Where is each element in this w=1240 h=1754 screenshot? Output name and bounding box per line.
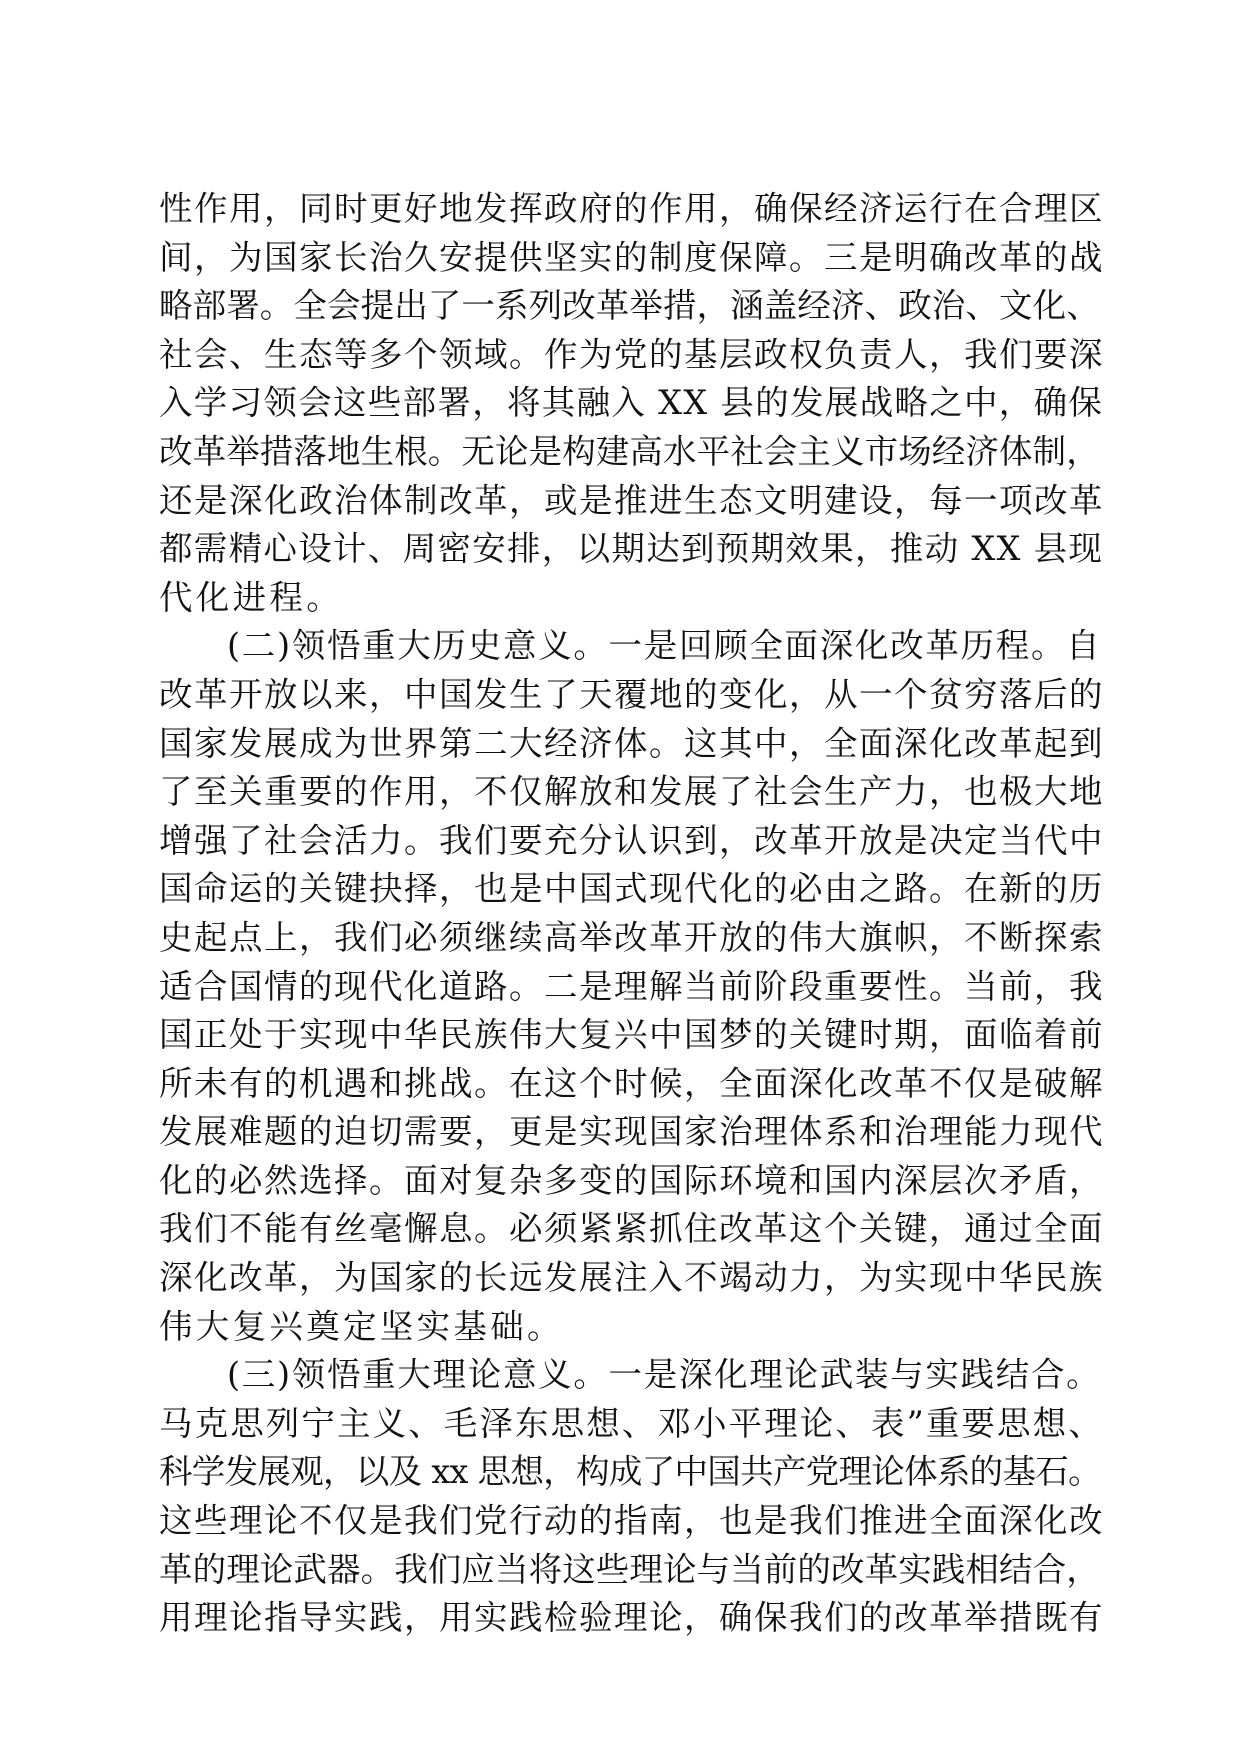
text-line: 改革举措落地生根。无论是构建高水平社会主义市场经济体制，: [159, 431, 1100, 471]
text-line: 略部署。全会提出了一系列改革举措，涵盖经济、政治、文化、: [159, 286, 1100, 326]
paragraph-start-line: (二)领悟重大历史意义。一是回顾全面深化改革历程。自: [227, 626, 1102, 666]
text-line: 国家发展成为世界第二大经济体。这其中，全面深化改革起到: [159, 723, 1104, 763]
text-line: 我们不能有丝毫懈息。必须紧紧抓住改革这个关键，通过全面: [159, 1209, 1104, 1249]
text-line: 入学习领会这些部署，将其融入 XX 县的发展战略之中，确保: [159, 383, 1104, 423]
text-line: 史起点上，我们必须继续高举改革开放的伟大旗帜，不断探索: [159, 917, 1104, 957]
text-line: 这些理论不仅是我们党行动的指南，也是我们推进全面深化改: [159, 1501, 1104, 1541]
text-line: 发展难题的迫切需要，更是实现国家治理体系和治理能力现代: [159, 1112, 1104, 1152]
text-line: 伟大复兴奠定坚实基础。: [159, 1306, 564, 1346]
text-line: 代化进程。: [159, 577, 343, 617]
text-line: 深化改革，为国家的长远发展注入不竭动力，为实现中华民族: [159, 1258, 1104, 1298]
text-line: 社会、生态等多个领域。作为党的基层政权负责人，我们要深: [159, 334, 1104, 374]
text-line: 马克思列宁主义、毛泽东思想、邓小平理论、表”重要思想、: [159, 1403, 1104, 1443]
text-line: 增强了社会活力。我们要充分认识到，改革开放是决定当代中: [159, 820, 1104, 860]
paragraph-start-line: (三)领悟重大理论意义。一是深化理论武装与实践结合。: [227, 1355, 1102, 1395]
body-text: [159, 185, 1104, 1643]
text-line: 化的必然选择。面对复杂多变的国际环境和国内深层次矛盾，: [159, 1160, 1104, 1200]
text-line: 间，为国家长治久安提供坚实的制度保障。三是明确改革的战: [159, 237, 1104, 277]
text-line: 还是深化政治体制改革，或是推进生态文明建设，每一项改革: [159, 480, 1104, 520]
text-line: 了至关重要的作用，不仅解放和发展了社会生产力，也极大地: [159, 772, 1104, 812]
text-line: 都需精心设计、周密安排，以期达到预期效果，推动 XX 县现: [159, 529, 1104, 569]
text-line: 适合国情的现代化道路。二是理解当前阶段重要性。当前，我: [159, 966, 1104, 1006]
text-line: 用理论指导实践，用实践检验理论，确保我们的改革举措既有: [159, 1598, 1104, 1638]
text-line: 革的理论武器。我们应当将这些理论与当前的改革实践相结合，: [159, 1549, 1100, 1589]
text-line: 所未有的机遇和挑战。在这个时候，全面深化改革不仅是破解: [159, 1063, 1104, 1103]
text-line: 科学发展观，以及 xx 思想，构成了中国共产党理论体系的基石。: [159, 1452, 1101, 1492]
text-line: 国命运的关键抉择，也是中国式现代化的必由之路。在新的历: [159, 869, 1104, 909]
text-line: 改革开放以来，中国发生了天覆地的变化，从一个贫穷落后的: [159, 674, 1104, 714]
text-line: 国正处于实现中华民族伟大复兴中国梦的关键时期，面临着前: [159, 1015, 1104, 1055]
text-line: 性作用，同时更好地发挥政府的作用，确保经济运行在合理区: [159, 189, 1104, 228]
